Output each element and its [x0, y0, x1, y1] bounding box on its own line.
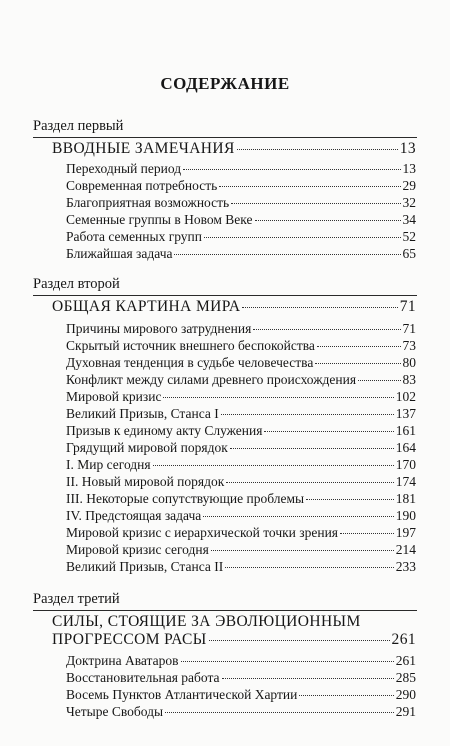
page-number: 174 — [395, 474, 416, 489]
page-number: 71 — [402, 321, 416, 336]
item-title: Призыв к единому акту Служения — [66, 423, 263, 438]
chapter-title-line2: ПРОГРЕССОМ РАСЫ — [52, 631, 207, 648]
item-title: Доктрина Аватаров — [66, 653, 179, 668]
leader-dots — [211, 550, 394, 551]
item-title: I. Мир сегодня — [66, 457, 151, 472]
leader-dots — [315, 363, 400, 364]
item-title: Великий Призыв, Станса I — [66, 406, 219, 421]
page-number: 261 — [395, 653, 416, 668]
page-number: 80 — [402, 355, 416, 370]
toc-item-row[interactable] — [66, 246, 416, 262]
page-number: 52 — [402, 229, 416, 244]
leader-dots — [242, 307, 397, 308]
chapter-title: ВВОДНЫЕ ЗАМЕЧАНИЯ — [52, 140, 235, 157]
item-title: IV. Предстоящая задача — [66, 508, 202, 523]
item-title: Великий Призыв, Станса II — [66, 559, 224, 574]
toc-item-row[interactable] — [66, 321, 416, 337]
item-title: Мировой кризис с иерархической точки зрения — [66, 525, 339, 540]
leader-dots — [317, 346, 401, 347]
page-number: 34 — [402, 212, 416, 227]
toc-item-row[interactable] — [66, 372, 416, 388]
item-title: Духовная тенденция в судьбе человечества — [66, 355, 314, 370]
section-header-2: Раздел второй — [33, 276, 417, 296]
item-title: Грядущий мировой порядок — [66, 440, 228, 455]
toc-item-row[interactable] — [66, 704, 416, 720]
toc-item-row[interactable] — [66, 406, 416, 422]
toc-item-row[interactable] — [66, 423, 416, 439]
leader-dots — [226, 482, 393, 483]
item-title: Семенные группы в Новом Веке — [66, 212, 253, 227]
item-title: Переходный период — [66, 161, 182, 176]
item-title: Восемь Пунктов Атлантической Хартии — [66, 687, 298, 702]
leader-dots — [255, 220, 401, 221]
page-number: 290 — [395, 687, 416, 702]
page-number: 233 — [395, 559, 416, 574]
item-title: Четыре Свободы — [66, 704, 164, 719]
item-title: Причины мирового затруднения — [66, 321, 252, 336]
page-number: 164 — [395, 440, 416, 455]
page-number: 71 — [399, 298, 416, 315]
section-header-3: Раздел третий — [33, 591, 417, 611]
toc-item-row[interactable] — [66, 670, 416, 686]
toc-chapter-row[interactable] — [52, 631, 416, 649]
leader-dots — [181, 661, 394, 662]
toc-item-row[interactable] — [66, 457, 416, 473]
leader-dots — [153, 465, 394, 466]
toc-item-row[interactable] — [66, 195, 416, 211]
leader-dots — [264, 431, 393, 432]
toc-chapter-row[interactable] — [52, 298, 416, 316]
leader-dots — [209, 640, 390, 641]
page-number: 170 — [395, 457, 416, 472]
leader-dots — [219, 186, 400, 187]
leader-dots — [231, 203, 400, 204]
page-number: 190 — [395, 508, 416, 523]
toc-item-row[interactable] — [66, 229, 416, 245]
page-number: 32 — [402, 195, 416, 210]
page-number: 73 — [402, 338, 416, 353]
item-title: Современная потребность — [66, 178, 218, 193]
leader-dots — [203, 516, 393, 517]
item-title: II. Новый мировой порядок — [66, 474, 225, 489]
leader-dots — [183, 169, 400, 170]
chapter-title: ОБЩАЯ КАРТИНА МИРА — [52, 298, 241, 315]
toc-item-row[interactable] — [66, 389, 416, 405]
leader-dots — [230, 448, 394, 449]
toc-item-row[interactable] — [66, 355, 416, 371]
item-title: Ближайшая задача — [66, 246, 173, 261]
page-number: 181 — [395, 491, 416, 506]
page-number: 13 — [402, 161, 416, 176]
page-number: 214 — [395, 542, 416, 557]
toc-item-row[interactable] — [66, 338, 416, 354]
item-title: Мировой кризис сегодня — [66, 542, 209, 557]
item-title: Работа семенных групп — [66, 229, 203, 244]
leader-dots — [358, 380, 400, 381]
toc-item-row[interactable] — [66, 440, 416, 456]
leader-dots — [204, 237, 400, 238]
leader-dots — [225, 567, 394, 568]
page-number: 29 — [402, 178, 416, 193]
item-title: Восстановительная работа — [66, 670, 220, 685]
toc-item-row[interactable] — [66, 212, 416, 228]
leader-dots — [174, 254, 400, 255]
page-title: СОДЕРЖАНИЕ — [160, 74, 290, 93]
toc-item-row[interactable] — [66, 525, 416, 541]
toc-item-row[interactable] — [66, 508, 416, 524]
page-number: 137 — [395, 406, 416, 421]
leader-dots — [299, 695, 393, 696]
section-header-1: Раздел первый — [33, 118, 417, 138]
leader-dots — [165, 712, 394, 713]
page-number: 161 — [395, 423, 416, 438]
page-number: 83 — [402, 372, 416, 387]
item-title: Мировой кризис — [66, 389, 162, 404]
toc-item-row[interactable] — [66, 161, 416, 177]
chapter-title-line1[interactable]: СИЛЫ, СТОЯЩИЕ ЗА ЭВОЛЮЦИОННЫМ — [52, 613, 361, 630]
page-number: 102 — [395, 389, 416, 404]
page-number: 197 — [395, 525, 416, 540]
page-number: 291 — [395, 704, 416, 719]
toc-chapter-row[interactable] — [52, 140, 416, 158]
leader-dots — [253, 329, 400, 330]
toc-item-row[interactable] — [66, 559, 416, 575]
leader-dots — [306, 499, 394, 500]
item-title: Конфликт между силами древнего происхождения — [66, 372, 357, 387]
toc-item-row[interactable] — [66, 178, 416, 194]
leader-dots — [340, 533, 394, 534]
toc-item-row[interactable] — [66, 687, 416, 703]
leader-dots — [222, 678, 394, 679]
item-title: Благоприятная возможность — [66, 195, 230, 210]
page-number: 285 — [395, 670, 416, 685]
item-title: III. Некоторые сопутствующие проблемы — [66, 491, 305, 506]
toc-item-row[interactable] — [66, 542, 416, 558]
page-number: 261 — [391, 631, 416, 648]
item-title: Скрытый источник внешнего беспокойства — [66, 338, 315, 353]
toc-item-row[interactable] — [66, 474, 416, 490]
page-number: 13 — [399, 140, 416, 157]
page-number: 65 — [402, 246, 416, 261]
leader-dots — [163, 397, 393, 398]
leader-dots — [221, 414, 394, 415]
toc-item-row[interactable] — [66, 653, 416, 669]
leader-dots — [237, 149, 398, 150]
toc-item-row[interactable] — [66, 491, 416, 507]
